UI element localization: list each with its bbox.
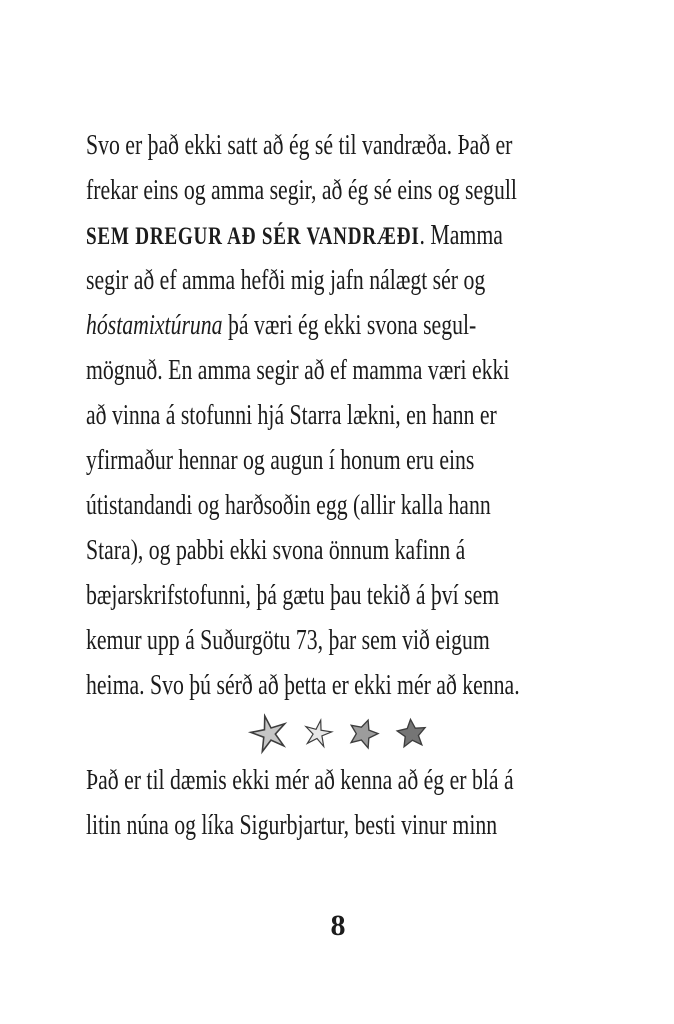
italic-word: hóstamixtúruna bbox=[86, 309, 223, 341]
text-line bbox=[86, 663, 590, 708]
star-icon bbox=[391, 714, 431, 752]
text-line bbox=[86, 438, 590, 483]
text-line bbox=[86, 618, 590, 663]
text-line bbox=[86, 758, 590, 803]
text-segment: kemur upp á Suðurgötu 73, þar sem við eigum bbox=[86, 624, 490, 656]
text-segment: þá væri ég ekki svona segul- bbox=[222, 309, 477, 341]
text-segment: Svo er það ekki satt að ég sé til vandræða. Það er bbox=[86, 129, 513, 161]
text-segment: að vinna á stofunni hjá Starra lækni, en hann er bbox=[86, 399, 497, 431]
text-segment: heima. Svo þú sérð að þetta er ekki mér að kenna. bbox=[86, 669, 520, 701]
text-line bbox=[86, 258, 590, 303]
text-line bbox=[86, 123, 590, 168]
text-segment: Stara), og pabbi ekki svona önnum kafinn á bbox=[86, 534, 466, 566]
star-icon bbox=[299, 715, 337, 751]
text-segment: Það er til dæmis ekki mér að kenna að ég er blá á bbox=[86, 764, 514, 796]
text-line bbox=[86, 803, 590, 848]
text-segment: segir að ef amma hefði mig jafn nálægt sér og bbox=[86, 264, 486, 296]
text-segment: bæjarskrifstofunni, þá gætu þau tekið á því sem bbox=[86, 579, 500, 611]
text-line bbox=[86, 303, 590, 348]
stars-separator bbox=[86, 708, 590, 758]
star-shape bbox=[302, 717, 333, 747]
star-shape bbox=[346, 716, 381, 750]
text-line bbox=[86, 393, 590, 438]
text-segment: frekar eins og amma segir, að ég sé eins og segull bbox=[86, 174, 517, 206]
star-icon bbox=[242, 708, 294, 757]
star-shape bbox=[396, 718, 427, 747]
text-line bbox=[86, 573, 590, 618]
text-segment: litin núna og líka Sigurbjartur, besti vinur minn bbox=[86, 809, 498, 841]
text-line bbox=[86, 168, 590, 213]
star-icon bbox=[340, 711, 386, 755]
text-segment: yfirmaður hennar og augun í honum eru eins bbox=[86, 444, 475, 476]
page-number: 8 bbox=[330, 909, 346, 942]
text-segment: útistandandi og harðsoðin egg (allir kalla hann bbox=[86, 489, 491, 521]
text-line bbox=[86, 213, 590, 258]
star-shape bbox=[247, 712, 289, 753]
text-segment: mögnuð. En amma segir að ef mamma væri ekki bbox=[86, 354, 510, 386]
text-line bbox=[86, 483, 590, 528]
text-line bbox=[86, 528, 590, 573]
bold-emphasis: SEM DREGUR AÐ SÉR VANDRÆÐI bbox=[86, 221, 420, 250]
text-segment: . Mamma bbox=[419, 219, 503, 251]
text-line bbox=[86, 348, 590, 393]
